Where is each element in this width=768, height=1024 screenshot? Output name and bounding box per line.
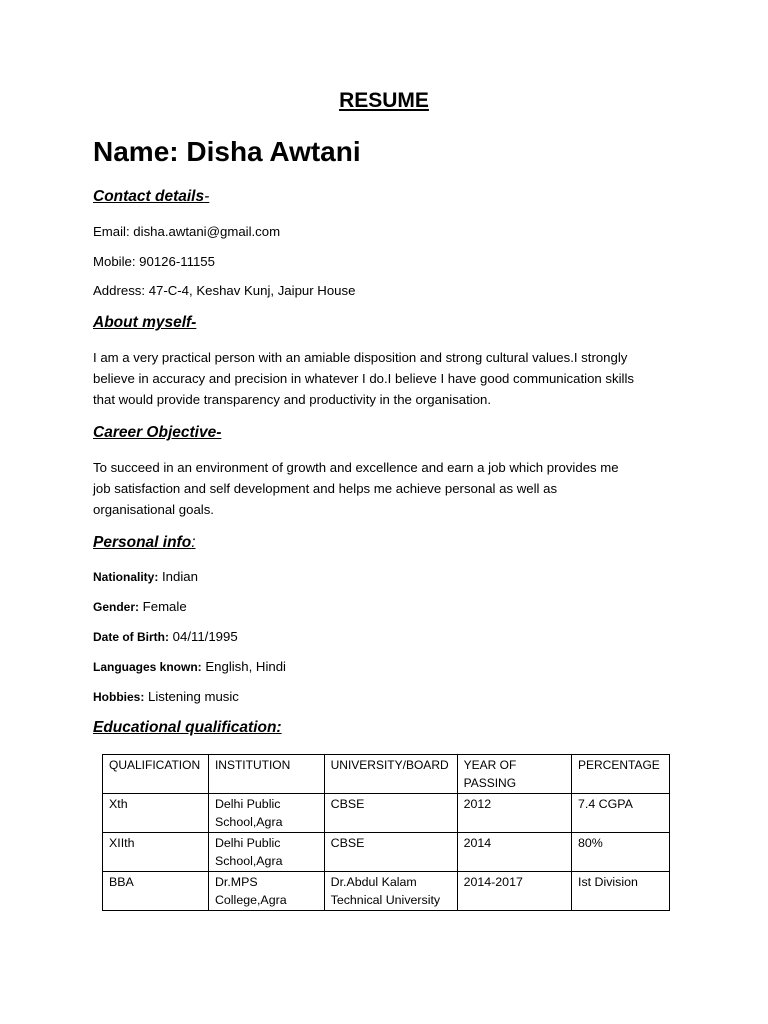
table-cell: BBA: [103, 872, 209, 911]
personal-value: Listening music: [144, 689, 239, 704]
contact-heading: [93, 188, 209, 206]
career-line: organisational goals.: [93, 501, 214, 517]
contact-address: Address: 47-C-4, Keshav Kunj, Jaipur House: [93, 283, 356, 298]
personal-value: Female: [139, 599, 187, 614]
contact-heading-text: Contact details: [93, 188, 205, 205]
personal-item-hobbies: [93, 689, 239, 704]
personal-label: Languages known:: [93, 660, 202, 674]
table-header-row: [103, 755, 670, 794]
about-line: I am a very practical person with an amiable disposition and strong cultural values.I strongly: [93, 350, 628, 365]
column-header: INSTITUTION: [208, 755, 324, 794]
contact-mobile: Mobile: 90126-11155: [93, 254, 215, 269]
personal-value: Indian: [158, 569, 198, 584]
table-cell: Ist Division: [572, 872, 670, 911]
table-cell: 2014-2017: [457, 872, 571, 911]
table-cell: 2012: [457, 794, 571, 833]
contact-email: Email: disha.awtani@gmail.com: [93, 224, 281, 239]
career-heading: Career Objective-: [93, 424, 222, 441]
personal-item-languages: [93, 659, 286, 674]
personal-item-gender: [93, 599, 187, 614]
career-paragraph: [93, 458, 693, 520]
column-header: PERCENTAGE: [572, 755, 670, 794]
about-line: that would provide transparency and productivity in the organisation.: [93, 391, 492, 407]
table-cell: 7.4 CGPA: [572, 794, 670, 833]
table-cell: Delhi Public School,Agra: [208, 794, 324, 833]
personal-item-nationality: [93, 569, 198, 584]
career-line: To succeed in an environment of growth and excellence and earn a job which provides me: [93, 460, 619, 475]
education-table: [102, 754, 670, 911]
about-paragraph: [93, 348, 693, 410]
personal-heading-text: Personal info: [93, 534, 192, 551]
table-cell: 2014: [457, 833, 571, 872]
table-row: [103, 872, 670, 911]
table-cell: Xth: [103, 794, 209, 833]
candidate-name: Name: Disha Awtani: [93, 136, 361, 167]
column-header: QUALIFICATION: [103, 755, 209, 794]
table-cell: CBSE: [324, 833, 457, 872]
document-title: RESUME: [339, 89, 429, 112]
personal-label: Nationality:: [93, 570, 159, 584]
table-row: [103, 833, 670, 872]
table-cell: Dr.Abdul Kalam Technical University: [324, 872, 457, 911]
personal-item-dob: [93, 629, 238, 644]
table-cell: CBSE: [324, 794, 457, 833]
table-cell: XIIth: [103, 833, 209, 872]
education-heading: Educational qualification:: [93, 719, 282, 736]
about-heading: About myself-: [93, 314, 197, 331]
personal-label: Hobbies:: [93, 690, 145, 704]
table-row: [103, 794, 670, 833]
contact-heading-suffix: -: [204, 188, 210, 205]
table-cell: Delhi Public School,Agra: [208, 833, 324, 872]
personal-heading-suffix: :: [191, 534, 196, 551]
personal-value: 04/11/1995: [169, 629, 238, 644]
column-header: YEAR OF PASSING: [457, 755, 571, 794]
column-header: UNIVERSITY/BOARD: [324, 755, 457, 794]
personal-value: English, Hindi: [201, 659, 286, 674]
table-cell: 80%: [572, 833, 670, 872]
personal-heading: [93, 534, 196, 552]
personal-label: Gender:: [93, 600, 140, 614]
personal-label: Date of Birth:: [93, 630, 169, 644]
about-line: believe in accuracy and precision in whatever I do.I believe I have good communication skills: [93, 370, 634, 386]
career-line: job satisfaction and self development and helps me achieve personal as well as: [93, 480, 558, 496]
table-cell: Dr.MPS College,Agra: [208, 872, 324, 911]
